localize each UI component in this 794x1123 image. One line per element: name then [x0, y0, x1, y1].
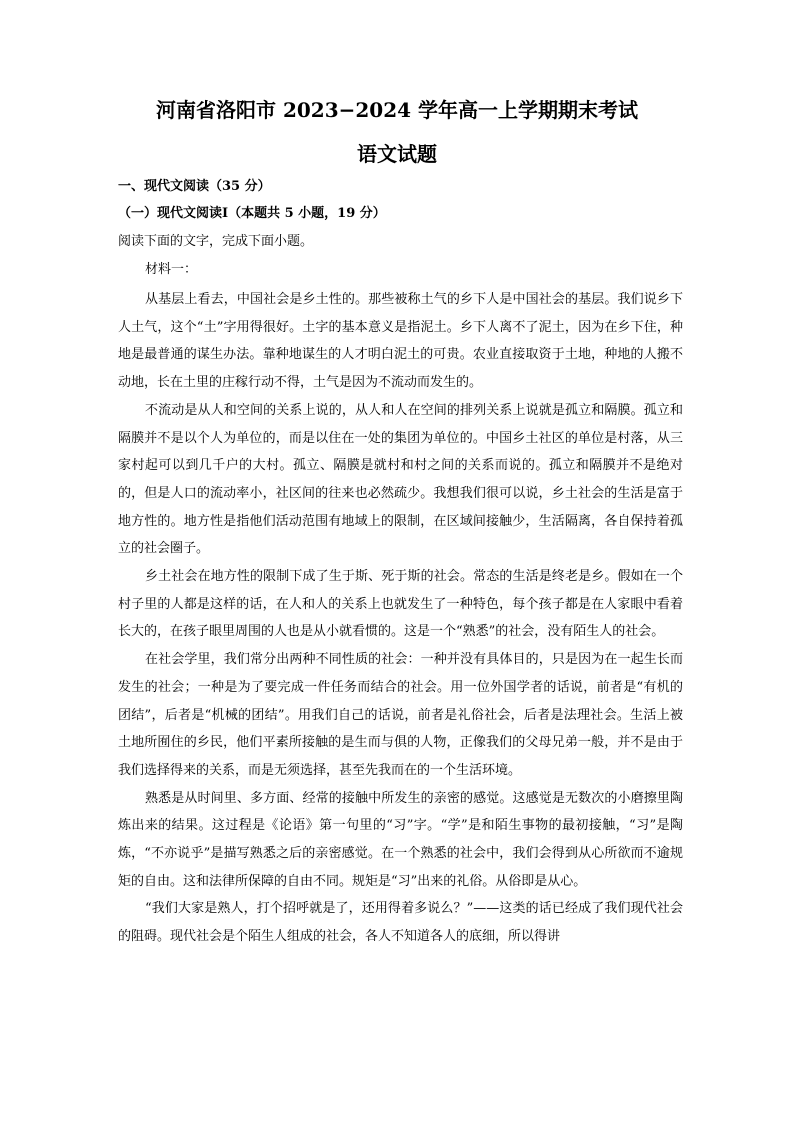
section-heading: 一、现代文阅读（35 分） — [118, 179, 271, 194]
exam-title: 河南省洛阳市 2023−2024 学年高一上学期期末考试 — [155, 98, 638, 122]
material-label: 材料一： — [145, 262, 198, 277]
reading-instruction: 阅读下面的文字，完成下面小题。 — [118, 234, 314, 249]
passage-paragraph-3: 乡土社会在地方性的限制下成了生于斯、死于斯的社会。常态的生活是终老是乡。假如在一个村子里的人都是这样的话，在人和人的关系上也就发生了一种特色，每个孩子都是在人家眼中看着长大的，在孩子眼里周围的人也是从小就看惯的。这是一个“熟悉”的社会，没有陌生人的社会。 — [118, 569, 683, 640]
passage-paragraph-5: 熟悉是从时间里、多方面、经常的接触中所发生的亲密的感觉。这感觉是无数次的小磨擦里陶炼出来的结果。这过程是《论语》第一句里的“习”字。“学”是和陌生事物的最初接触，“习”是陶炼，“不亦说乎”是描写熟悉之后的亲密感觉。在一个熟悉的社会中，我们会得到从心所欲而不逾规矩的自由。这和法律所保障的自由不同。规矩是“习”出来的礼俗。从俗即是从心。 — [118, 790, 683, 889]
passage-paragraph-2: 不流动是从人和空间的关系上说的，从人和人在空间的排列关系上说就是孤立和隔膜。孤立和隔膜并不是以个人为单位的，而是以住在一处的集团为单位的。中国乡土社区的单位是村落，从三家村起可以到几千户的大村。孤立、隔膜是就村和村之间的关系而说的。孤立和隔膜并不是绝对的，但是人口的流动率小，社区间的往来也必然疏少。我想我们很可以说，乡土社会的生活是富于地方性的。地方性是指他们活动范围有地域上的限制，在区域间接触少，生活隔离，各自保持着孤立的社会圈子。 — [118, 402, 683, 557]
passage-paragraph-4: 在社会学里，我们常分出两种不同性质的社会：一种并没有具体目的，只是因为在一起生长而发生的社会；一种是为了要完成一件任务而结合的社会。用一位外国学者的话说，前者是“有机的团结”，后者是“机械的团结”。用我们自己的话说，前者是礼俗社会，后者是法理社会。生活上被土地所囿住的乡民，他们平素所接触的是生而与俱的人物，正像我们的父母兄弟一般，并不是由于我们选择得来的关系，而是无须选择，甚至先我而在的一个生活环境。 — [118, 652, 683, 778]
subsection-heading: （一）现代文阅读Ⅰ（本题共 5 小题，19 分） — [118, 206, 386, 221]
passage-paragraph-1: 从基层上看去，中国社会是乡土性的。那些被称土气的乡下人是中国社会的基层。我们说乡下人土气，这个“土”字用得很好。土字的基本意义是指泥土。乡下人离不了泥土，因为在乡下住，种地是最普通的谋生办法。靠种地谋生的人才明白泥土的可贵。农业直接取资于土地，种地的人搬不动地，长在土里的庄稼行动不得，土气是因为不流动而发生的。 — [118, 292, 683, 391]
exam-subtitle: 语文试题 — [357, 142, 437, 166]
passage-paragraph-6: “我们大家是熟人，打个招呼就是了，还用得着多说么？”——这类的话已经成了我们现代社会的阻碍。现代社会是个陌生人组成的社会，各人不知道各人的底细，所以得讲 — [118, 901, 683, 945]
passage-body — [118, 286, 683, 951]
